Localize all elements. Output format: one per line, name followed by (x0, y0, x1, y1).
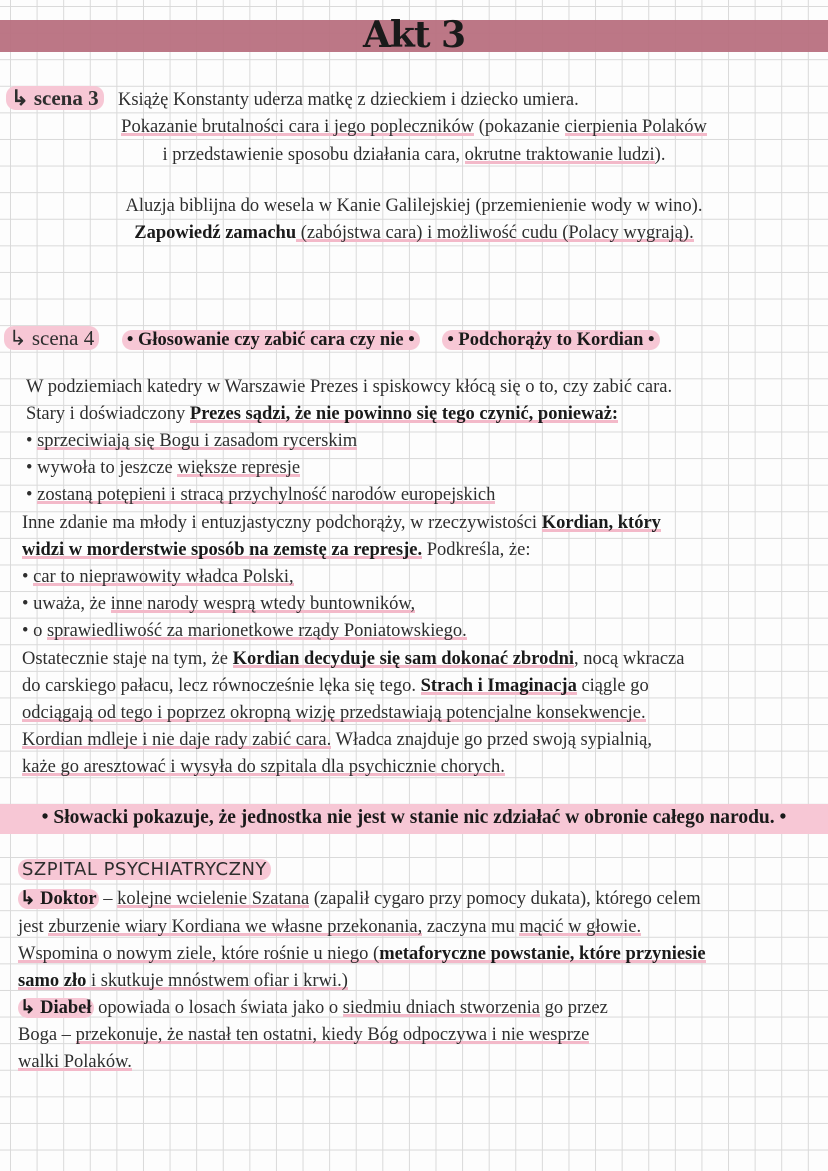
text-line (22, 755, 505, 779)
text-line (22, 674, 649, 698)
text-line (22, 728, 652, 752)
bold-text: samo zło (18, 971, 87, 991)
text-segment: (pokazanie (474, 117, 565, 137)
bold-text: metaforyczne powstanie, które przyniesie (379, 944, 706, 964)
bold-text: widzi w morderstwie sposób na zemstę za represje. (22, 540, 423, 560)
text-segment: Pokazanie brutalności cara i jego popleczników (121, 117, 475, 137)
text-segment: Stary i doświadczony (26, 404, 190, 424)
text-segment: sprawiedliwość za marionetkowe rządy Poniatowskiego. (46, 621, 467, 641)
text-segment: car to nieprawowity władca Polski, (33, 567, 294, 587)
text-segment: siedmiu dniach stworzenia (342, 998, 540, 1018)
text-segment: Władca znajduje go przed swoją sypialnią, (331, 730, 652, 750)
text-segment: (zabójstwa cara) i możliwość cudu (Polacy wygrają). (296, 223, 694, 243)
text-segment: do carskiego pałacu, lecz równocześnie lęka się tego. (22, 676, 421, 696)
text-segment: ciągle go (576, 676, 649, 696)
text-line (18, 996, 608, 1020)
text-segment: • (26, 431, 38, 451)
text-line (26, 483, 495, 507)
text-segment: jest (18, 917, 49, 937)
text-line (0, 194, 828, 218)
text-segment: odciągają od tego i poprzez okropną wizję przedstawiają potencjalne konsekwencje. (22, 703, 646, 723)
text-segment: • uważa, że (22, 594, 111, 614)
text-line (0, 115, 828, 139)
page-title: Akt 3 (362, 14, 466, 56)
text-line (18, 969, 348, 993)
text-segment: (zapalił cygaro przy pomocy dukata), którego celem (309, 889, 701, 909)
text-segment: każe go aresztować i wysyła do szpitala dla psychicznie chorych. (22, 757, 505, 777)
text-segment: • wywoła to jeszcze (26, 458, 178, 478)
tag-podchorazy: • Podchorąży to Kordian • (442, 330, 659, 350)
text-line (118, 88, 579, 112)
text-segment: Aluzja biblijna do wesela w Kanie Galilejskiej (przemienienie wody w wino). (125, 196, 703, 216)
text-line (18, 1023, 589, 1047)
text-line (22, 511, 661, 535)
bold-text: Prezes sądzi, że nie powinno się tego czynić, ponieważ: (189, 404, 619, 424)
text-line (22, 647, 684, 671)
text-segment: inne narody wesprą wtedy buntowników, (110, 594, 416, 614)
bold-text: ↳ Diabeł (20, 998, 92, 1018)
text-line (22, 701, 646, 725)
text-segment: Książę Konstanty uderza matkę z dzieckiem i dziecko umiera. (118, 90, 579, 110)
text-segment: opowiada o losach świata jako o (93, 998, 343, 1018)
text-segment: i przedstawienie sposobu działania cara, (162, 145, 465, 165)
text-line (26, 402, 618, 426)
text-segment: okrutne traktowanie ludzi (464, 145, 655, 165)
text-segment: go przez (539, 998, 608, 1018)
text-segment: większe represje (177, 458, 301, 478)
text-line (18, 1050, 132, 1074)
text-segment: Ostatecznie staje na tym, że (22, 649, 233, 669)
text-line (18, 887, 701, 911)
bold-text: Strach i Imaginacja (420, 676, 577, 696)
text-line (22, 592, 415, 616)
text-segment: przekonuje, że nastał ten ostatni, kiedy Bóg odpoczywa i nie wesprze (75, 1025, 590, 1045)
text-segment: – (98, 889, 118, 909)
text-segment: • (26, 485, 38, 505)
text-line (26, 456, 300, 480)
bold-text: ↳ Doktor (20, 889, 97, 909)
scena-3-label: ↳ scena 3 (6, 86, 104, 112)
text-segment: mącić w głowie. (519, 917, 642, 937)
text-segment: Podkreśla, że: (422, 540, 531, 560)
text-segment: Kordian mdleje i nie daje rady zabić cara. (22, 730, 332, 750)
bold-text: Zapowiedź zamachu (134, 223, 297, 243)
text-segment: kolejne wcielenie Szatana (117, 889, 310, 909)
conclusion-text: • Słowacki pokazuje, że jednostka nie jest w stanie nic zdziałać w obronie całego narodu. • (41, 807, 787, 828)
text-segment: zaczyna mu (422, 917, 520, 937)
scena-4-header: ↳ scena 4 • Głosowanie czy zabić cara czy nie • • Podchorąży to Kordian • (4, 326, 660, 352)
text-segment: • o (22, 621, 47, 641)
text-line (22, 565, 294, 589)
szpital-heading: SZPITAL PSYCHIATRYCZNY (18, 858, 271, 882)
text-segment: i skutkuje mnóstwem ofiar i krwi.) (86, 971, 348, 991)
text-line (18, 915, 641, 939)
text-segment: walki Polaków. (18, 1052, 132, 1072)
text-segment: cierpienia Polaków (564, 117, 707, 137)
text-segment: ). (654, 145, 666, 165)
text-line (0, 143, 828, 167)
text-segment: Wspomina o nowym ziele, które rośnie u niego ( (18, 944, 380, 964)
tag-glosowanie: • Głosowanie czy zabić cara czy nie • (122, 330, 420, 350)
text-segment: zostaną potępieni i stracą przychylność narodów europejskich (37, 485, 496, 505)
text-line (26, 375, 672, 399)
text-segment: , nocą wkracza (574, 649, 685, 669)
text-segment: • (22, 567, 34, 587)
text-segment: sprzeciwiają się Bogu i zasadom rycerskim (37, 431, 358, 451)
bold-text: Kordian, który (541, 513, 661, 533)
bold-text: Kordian decyduje się sam dokonać zbrodni (232, 649, 575, 669)
text-segment: W podziemiach katedry w Warszawie Prezes i spiskowcy kłócą się o to, czy zabić cara. (26, 377, 673, 397)
text-segment: zburzenie wiary Kordiana we własne przekonania, (48, 917, 423, 937)
text-line (22, 538, 530, 562)
text-segment: Boga – (18, 1025, 76, 1045)
text-segment: Inne zdanie ma młody i entuzjastyczny podchorąży, w rzeczywistości (22, 513, 542, 533)
text-line (18, 942, 706, 966)
text-line (0, 221, 828, 245)
text-line (22, 619, 467, 643)
text-line (26, 429, 357, 453)
